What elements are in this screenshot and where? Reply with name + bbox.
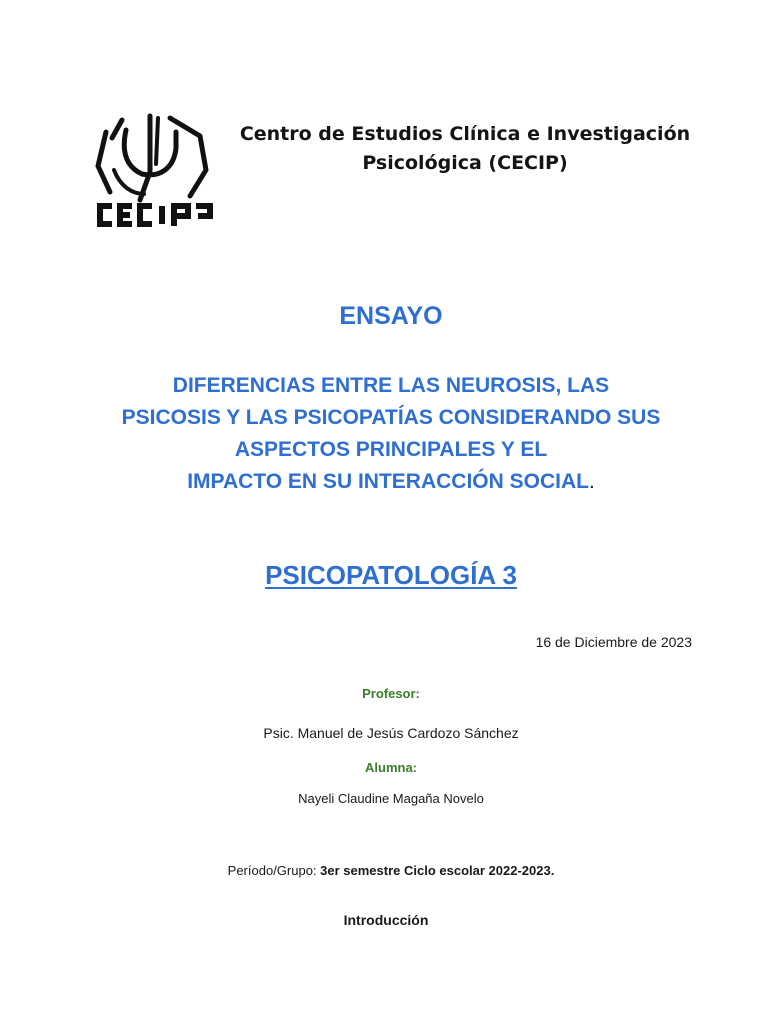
essay-label: ENSAYO bbox=[339, 302, 443, 330]
student-label: Alumna: bbox=[365, 760, 417, 775]
institution-name bbox=[220, 120, 710, 178]
professor-label: Profesor: bbox=[362, 686, 420, 701]
period-group bbox=[0, 863, 768, 878]
period-label: Período/Grupo: bbox=[227, 863, 321, 878]
institution-line-2: Psicológica (CECIP) bbox=[362, 152, 568, 174]
document-date: 16 de Diciembre de 2023 bbox=[535, 634, 692, 650]
essay-title-line: ASPECTOS PRINCIPALES Y EL bbox=[234, 438, 548, 461]
essay-title-period: . bbox=[588, 470, 595, 493]
essay-title-line: DIFERENCIAS ENTRE LAS NEUROSIS, LAS bbox=[172, 374, 610, 397]
student-name: Nayeli Claudine Magaña Novelo bbox=[298, 791, 484, 806]
essay-title-line-last bbox=[0, 466, 768, 498]
professor-name: Psic. Manuel de Jesús Cardozo Sánchez bbox=[263, 725, 519, 741]
essay-title bbox=[0, 370, 768, 498]
section-heading-introduction: Introducción bbox=[343, 912, 429, 928]
cecip-logo bbox=[92, 108, 218, 232]
essay-title-line: PSICOSIS Y LAS PSICOPATÍAS CONSIDERANDO SUS bbox=[121, 406, 661, 429]
course-title: PSICOPATOLOGÍA 3 bbox=[265, 560, 517, 590]
institution-line-1: Centro de Estudios Clínica e Investigación bbox=[239, 123, 691, 145]
period-value: 3er semestre Ciclo escolar 2022-2023. bbox=[320, 863, 555, 878]
essay-title-line: IMPACTO EN SU INTERACCIÓN SOCIAL bbox=[187, 470, 589, 493]
